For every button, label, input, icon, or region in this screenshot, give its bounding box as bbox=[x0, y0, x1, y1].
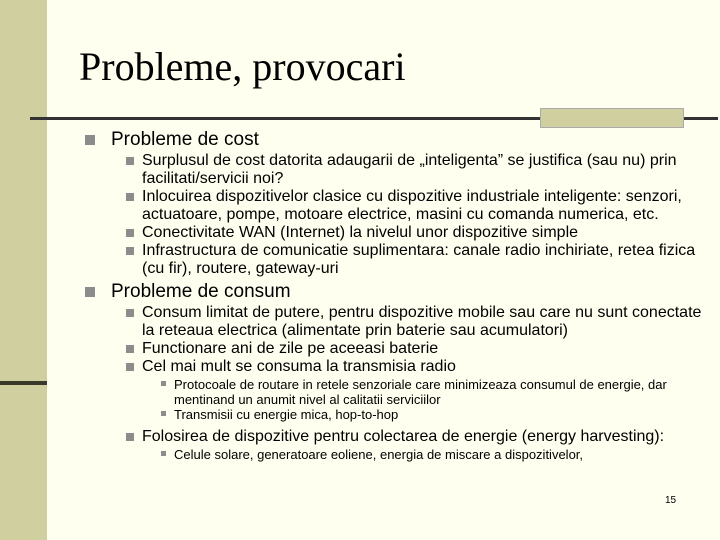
list-item bbox=[111, 358, 704, 422]
slide-content bbox=[84, 129, 704, 462]
list-item-text: Conectivitate WAN (Internet) la nivelul unor dispozitive simple bbox=[142, 224, 579, 241]
list-item-text: Transmisii cu energie mica, hop-to-hop bbox=[174, 407, 399, 422]
cost-items bbox=[111, 152, 704, 278]
list-item-text: Celule solare, generatoare eoliene, energia de miscare a dispozitivelor, bbox=[174, 447, 584, 462]
list-item-text: Functionare ani de zile pe aceeasi baterie bbox=[142, 340, 439, 357]
title-accent-block bbox=[540, 108, 684, 128]
list-item-text: Inlocuirea dispozitivelor clasice cu dispozitive industriale inteligente: senzori, actuatoare, pompe, motoare electrice, masini cu comanda numerica, etc. bbox=[142, 188, 682, 223]
left-decor-bar bbox=[0, 0, 47, 540]
left-decor-line bbox=[0, 381, 47, 385]
square-bullet-icon bbox=[161, 411, 166, 416]
list-item-text: Folosirea de dispozitive pentru colectarea de energie (energy harvesting): bbox=[142, 428, 665, 445]
square-bullet-icon bbox=[126, 363, 134, 371]
section-list bbox=[84, 129, 704, 462]
square-bullet-icon bbox=[126, 157, 134, 165]
list-item bbox=[142, 407, 704, 422]
section-cost bbox=[84, 129, 704, 278]
square-bullet-icon bbox=[161, 381, 166, 386]
slide-title: Probleme, provocari bbox=[79, 44, 406, 89]
list-item-text: Infrastructura de comunicatie suplimentara: canale radio inchiriate, retea fizica (cu fir), routere, gateway-uri bbox=[142, 242, 696, 277]
list-item bbox=[142, 447, 704, 462]
page-number: 15 bbox=[665, 495, 677, 506]
list-item-text: Consum limitat de putere, pentru dispozitive mobile sau care nu sunt conectate la reteaua electrica (alimentate prin baterie sau acumulatori) bbox=[142, 304, 702, 339]
square-bullet-icon bbox=[126, 345, 134, 353]
square-bullet-icon bbox=[126, 433, 134, 441]
section-heading: Probleme de consum bbox=[111, 281, 291, 302]
list-item bbox=[111, 152, 704, 188]
harvesting-subitems bbox=[142, 447, 704, 462]
list-item bbox=[111, 224, 704, 242]
list-item bbox=[111, 304, 704, 340]
square-bullet-icon bbox=[85, 287, 95, 297]
square-bullet-icon bbox=[161, 451, 166, 456]
section-consumption bbox=[84, 281, 704, 462]
square-bullet-icon bbox=[126, 193, 134, 201]
section-heading: Probleme de cost bbox=[111, 129, 259, 150]
list-item-text: Surplusul de cost datorita adaugarii de „inteligenta” se justifica (sau nu) prin facilitati/servicii noi? bbox=[142, 152, 677, 187]
radio-subitems bbox=[142, 377, 704, 422]
square-bullet-icon bbox=[126, 229, 134, 237]
list-item bbox=[142, 377, 704, 407]
square-bullet-icon bbox=[126, 309, 134, 317]
list-item bbox=[111, 242, 704, 278]
list-item bbox=[111, 340, 704, 358]
square-bullet-icon bbox=[85, 135, 95, 145]
list-item-text: Protocoale de routare in retele senzoriale care minimizeaza consumul de energie, dar mentinand un anumit nivel al calitatii serviciilor bbox=[174, 377, 667, 407]
list-item bbox=[111, 428, 704, 462]
list-item bbox=[111, 188, 704, 224]
consumption-items bbox=[111, 304, 704, 462]
square-bullet-icon bbox=[126, 247, 134, 255]
list-item-text: Cel mai mult se consuma la transmisia radio bbox=[142, 358, 456, 375]
